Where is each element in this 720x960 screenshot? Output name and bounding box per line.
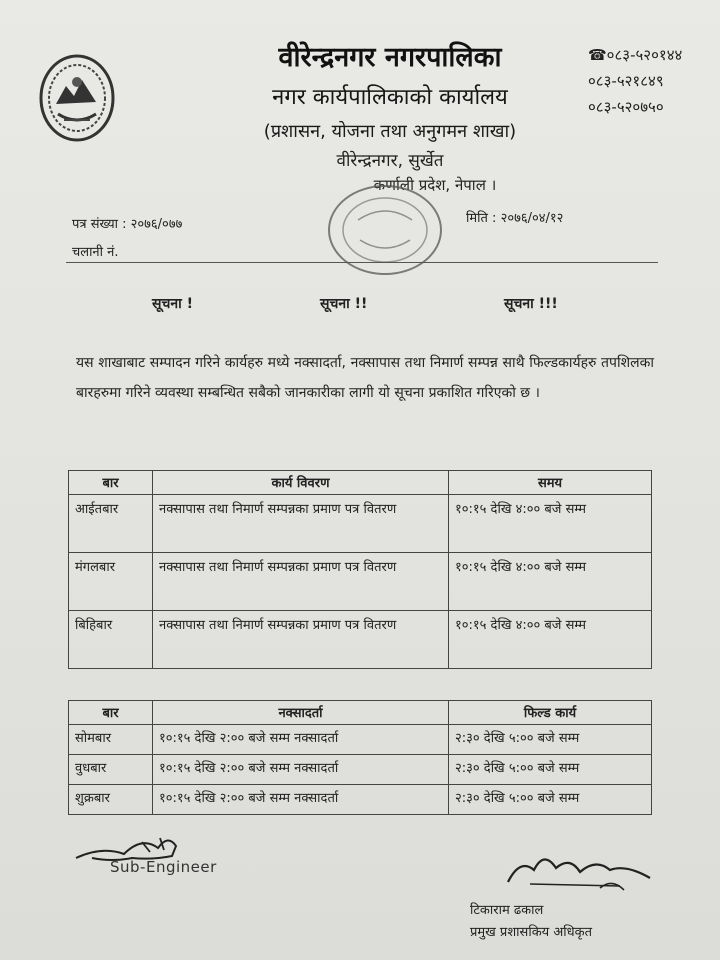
phone-number: ०८३-५२१८४९ <box>588 72 664 90</box>
schedule-table-certificates <box>68 470 652 669</box>
column-header: बार <box>69 471 153 495</box>
field-work-time-cell: २:३० देखि ५:०० बजे सम्म <box>449 755 652 785</box>
officer-signature-icon <box>500 848 660 898</box>
table-row <box>69 495 652 553</box>
column-header: फिल्ड कार्य <box>449 701 652 725</box>
column-header: कार्य विवरण <box>153 471 449 495</box>
table-row <box>69 553 652 611</box>
time-cell: १०:१५ देखि ४:०० बजे सम्म <box>449 553 652 611</box>
official-stamp-icon <box>320 180 450 280</box>
day-cell: शुक्रबार <box>69 785 153 815</box>
table-header-row <box>69 701 652 725</box>
letter-number: पत्र संख्या : २०७६/०७७ <box>72 217 183 232</box>
notice-body: यस शाखाबाट सम्पादन गरिने कार्यहरु मध्ये नक्सादर्ता, नक्सापास तथा निमार्ण सम्पन्न साथै फिल्डकार्यहरु तपशिलका बारहरुमा गरिने व्यवस्था सम्बन्धित सबैको जानकारीका लागी यो सूचना प्रकाशित गरिएको छ । <box>76 355 654 401</box>
day-cell: सोमबार <box>69 725 153 755</box>
time-cell: १०:१५ देखि ४:०० बजे सम्म <box>449 495 652 553</box>
column-header: नक्सादर्ता <box>153 701 449 725</box>
column-header: बार <box>69 701 153 725</box>
phone-number: ०८३-५२०७५० <box>588 98 664 116</box>
field-work-time-cell: २:३० देखि ५:०० बजे सम्म <box>449 725 652 755</box>
notice-heading: सूचना !!! <box>504 296 558 312</box>
day-cell: आईतबार <box>69 495 153 553</box>
branch-name: (प्रशासन, योजना तथा अनुगमन शाखा) <box>263 121 517 142</box>
time-cell: १०:१५ देखि ४:०० बजे सम्म <box>449 611 652 669</box>
day-cell: वुधबार <box>69 755 153 785</box>
organization-name: वीरेन्द्रनगर नगरपालिका <box>278 42 502 73</box>
header-divider <box>66 262 658 263</box>
registration-time-cell: १०:१५ देखि २:०० बजे सम्म नक्सादर्ता <box>153 755 449 785</box>
office-name: नगर कार्यपालिकाको कार्यालय <box>272 85 508 110</box>
officer-title: प्रमुख प्रशासकिय अधिकृत <box>470 925 593 940</box>
municipality-emblem-icon <box>38 52 116 144</box>
phone-number: ☎०८३-५२०१४४ <box>588 46 683 64</box>
column-header: समय <box>449 471 652 495</box>
letterhead <box>200 40 580 196</box>
table-row <box>69 611 652 669</box>
field-work-time-cell: २:३० देखि ५:०० बजे सम्म <box>449 785 652 815</box>
day-cell: मंगलबार <box>69 553 153 611</box>
officer-name: टिकाराम ढकाल <box>470 903 544 918</box>
task-cell: नक्सापास तथा निमार्ण सम्पन्नका प्रमाण पत्र वितरण <box>153 495 449 553</box>
notice-heading: सूचना ! <box>152 296 194 312</box>
phone-numbers <box>588 42 682 120</box>
task-cell: नक्सापास तथा निमार्ण सम्पन्नका प्रमाण पत्र वितरण <box>153 611 449 669</box>
letter-date: मिति : २०७६/०४/१२ <box>466 211 564 226</box>
day-cell: बिहिबार <box>69 611 153 669</box>
office-location: वीरेन्द्रनगर, सुर्खेत <box>336 151 444 171</box>
table-row <box>69 755 652 785</box>
dispatch-number: चलानी नं. <box>72 245 119 260</box>
table-row <box>69 725 652 755</box>
task-cell: नक्सापास तथा निमार्ण सम्पन्नका प्रमाण पत्र वितरण <box>153 553 449 611</box>
table-row <box>69 785 652 815</box>
registration-time-cell: १०:१५ देखि २:०० बजे सम्म नक्सादर्ता <box>153 785 449 815</box>
notice-heading: सूचना !! <box>320 296 368 312</box>
province-name: कर्णाली प्रदेश, नेपाल । <box>373 176 497 194</box>
engineer-title: Sub-Engineer <box>110 858 217 876</box>
table-header-row <box>69 471 652 495</box>
schedule-table-registration <box>68 700 652 815</box>
registration-time-cell: १०:१५ देखि २:०० बजे सम्म नक्सादर्ता <box>153 725 449 755</box>
